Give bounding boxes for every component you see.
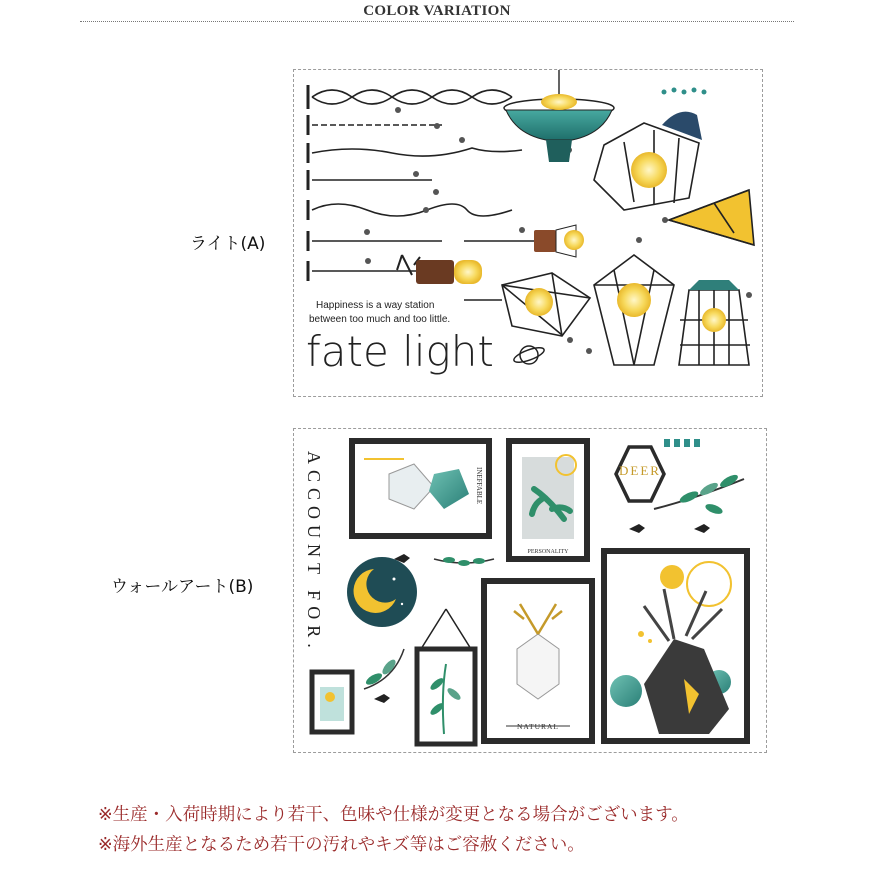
header-title: COLOR VARIATION — [363, 3, 511, 19]
wall-art-illustration — [294, 429, 766, 752]
frame-hanging-leaf — [417, 609, 475, 744]
cord-set — [308, 85, 522, 281]
moon-badge — [347, 554, 417, 627]
frame-ineffable-label: INEFFABLE — [475, 467, 483, 505]
lights-illustration — [294, 70, 762, 396]
leaf-branch-left — [364, 649, 404, 703]
variant-a-image — [293, 69, 763, 397]
dome-lamp — [504, 70, 614, 162]
hex-text: DEER — [619, 463, 661, 478]
ornament-cluster — [662, 88, 707, 95]
disclaimer-note-1: ※生産・入荷時期により若干、色味や仕様が変更となる場合がございます。 — [98, 805, 689, 825]
frame-deer — [604, 551, 747, 741]
variant-b-label: ウォールアート(B) — [111, 577, 254, 597]
frame-natural — [484, 581, 592, 741]
planet-icon — [512, 345, 545, 365]
cage-lamp-1 — [594, 112, 702, 210]
leaf-sprig-center — [434, 557, 494, 566]
caption-line-2: between too much and too little. — [309, 314, 451, 325]
panel-a-title: fate light — [306, 327, 494, 376]
frame-personality-label: PERSONALITY — [527, 549, 569, 555]
cage-lamp-2 — [594, 255, 674, 365]
vertical-slogan: ACCOUNT FOR. — [304, 451, 324, 654]
frame-personality — [509, 441, 587, 559]
diamond-lamp — [669, 190, 754, 245]
caption-line-1: Happiness is a way station — [316, 300, 435, 311]
antler-bulb — [397, 255, 482, 284]
hex-badge — [616, 447, 664, 501]
frame-natural-label: NATURAL — [517, 722, 559, 731]
hex-icons — [664, 439, 700, 447]
variant-a-label: ライト(A) — [190, 234, 266, 254]
cage-lamp-3 — [679, 280, 750, 365]
variant-b-image — [293, 428, 767, 753]
frame-ineffable — [352, 441, 489, 536]
disclaimer-note-2: ※海外生産となるため若干の汚れやキズ等はご容赦ください。 — [98, 835, 585, 855]
frame-small-bottom-left — [312, 672, 352, 732]
header-divider — [80, 21, 794, 22]
